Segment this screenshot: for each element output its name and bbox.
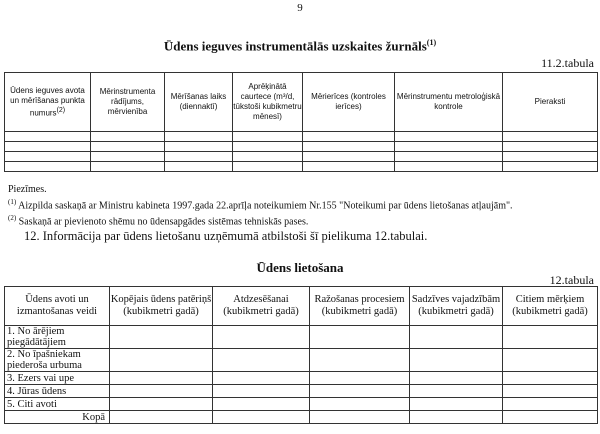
table2-cell[interactable] (503, 372, 598, 385)
page-number: 9 (297, 2, 303, 14)
table2-header-cooling: Atdzesēšanai (kubikmetri gadā) (213, 287, 310, 326)
note-item (8, 212, 598, 228)
table2-cell[interactable] (213, 398, 310, 411)
note-text: Saskaņā ar pievienoto shēmu no ūdensapgādes sistēmas tehniskās pases. (18, 216, 309, 228)
table1-header-source-text: Ūdens ieguves avota un mērīšanas punkta numurs (10, 85, 85, 118)
table2-cell[interactable] (110, 372, 213, 385)
table1-cell[interactable] (233, 142, 303, 152)
table1-header-source (5, 73, 91, 132)
table2-cell[interactable] (213, 326, 310, 349)
total-label: Kopā (5, 411, 110, 424)
table2-cell[interactable] (310, 398, 410, 411)
table1-number: 11.2.tabula (541, 56, 594, 70)
table-row (5, 372, 598, 385)
table2-cell[interactable] (110, 326, 213, 349)
table1-cell[interactable] (503, 152, 598, 162)
notes (8, 184, 598, 229)
table1-title-footnote: (1) (426, 38, 437, 47)
table2-cell[interactable] (310, 349, 410, 372)
table2-cell[interactable] (410, 385, 503, 398)
instrumental-accounting-table (4, 72, 598, 172)
table1-cell[interactable] (503, 162, 598, 172)
table1-cell[interactable] (303, 162, 395, 172)
table1-cell[interactable] (165, 132, 233, 142)
table2-cell[interactable] (310, 411, 410, 424)
table1-cell[interactable] (395, 152, 503, 162)
table2-cell[interactable] (213, 372, 310, 385)
table1-header-metrology: Mērinstrumentu metroloģiskā kontrole (395, 73, 503, 132)
table2-cell[interactable] (410, 349, 503, 372)
row-label: 4. Jūras ūdens (5, 385, 110, 398)
water-use-table (4, 286, 598, 424)
table1-title-text: Ūdens ieguves instrumentālās uzskaites žurnāls (163, 38, 427, 54)
note-marker: (1) (8, 198, 17, 206)
table2-cell[interactable] (410, 372, 503, 385)
table1-cell[interactable] (5, 152, 91, 162)
table1-cell[interactable] (165, 162, 233, 172)
table1-cell[interactable] (395, 142, 503, 152)
table1-cell[interactable] (303, 142, 395, 152)
row-label: 3. Ezers vai upe (5, 372, 110, 385)
table-row (5, 398, 598, 411)
table1-cell[interactable] (91, 142, 165, 152)
table1-row (5, 152, 598, 162)
table1-cell[interactable] (5, 162, 91, 172)
table1-cell[interactable] (503, 142, 598, 152)
table1-row (5, 162, 598, 172)
total-row (5, 411, 598, 424)
table-row (5, 385, 598, 398)
table2-cell[interactable] (110, 411, 213, 424)
note-item (8, 196, 598, 212)
table1-cell[interactable] (91, 132, 165, 142)
table1-row (5, 132, 598, 142)
row-label: 5. Citi avoti (5, 398, 110, 411)
table2-cell[interactable] (410, 326, 503, 349)
table1-cell[interactable] (91, 152, 165, 162)
table2-cell[interactable] (310, 385, 410, 398)
table1-cell[interactable] (395, 162, 503, 172)
table1-header-devices: Mērierīces (kontroles ierīces) (303, 73, 395, 132)
row-label: 2. No īpašniekam piederoša urbuma (5, 349, 110, 372)
table2-cell[interactable] (503, 326, 598, 349)
table2-header-total-use: Kopējais ūdens patēriņš (kubikmetri gadā) (110, 287, 213, 326)
table2-header-sources: Ūdens avoti un izmantošanas veidi (5, 287, 110, 326)
table2-cell[interactable] (503, 398, 598, 411)
table1-cell[interactable] (233, 162, 303, 172)
table1-cell[interactable] (165, 142, 233, 152)
table2-cell[interactable] (310, 372, 410, 385)
table2-cell[interactable] (213, 349, 310, 372)
table2-cell[interactable] (213, 385, 310, 398)
table1-cell[interactable] (503, 132, 598, 142)
table1-cell[interactable] (5, 142, 91, 152)
table2-cell[interactable] (213, 411, 310, 424)
table2-header-row (5, 287, 598, 326)
table2-cell[interactable] (110, 385, 213, 398)
table1-cell[interactable] (303, 132, 395, 142)
table1-cell[interactable] (91, 162, 165, 172)
table2-header-other: Citiem mērķiem (kubikmetri gadā) (503, 287, 598, 326)
table1-cell[interactable] (303, 152, 395, 162)
table-row (5, 349, 598, 372)
info-line: 12. Informācija par ūdens lietošanu uzņēmumā atbilstoši šī pielikuma 12.tabulai. (24, 229, 428, 243)
note-text: Aizpilda saskaņā ar Ministru kabineta 1997.gada 22.aprīļa noteikumiem Nr.155 "Noteikumi par ūdens lietošanas atļaujām". (18, 200, 513, 212)
table1-header-time: Mērīšanas laiks (diennaktī) (165, 73, 233, 132)
table-row (5, 326, 598, 349)
table1-cell[interactable] (233, 132, 303, 142)
notes-heading: Piezīmes. (8, 184, 47, 195)
table2-cell[interactable] (503, 385, 598, 398)
table1-header-reading: Mērinstrumenta rādījums, mērvienība (91, 73, 165, 132)
table1-cell[interactable] (395, 132, 503, 142)
table2-title: Ūdens lietošana (256, 260, 344, 275)
table2-cell[interactable] (503, 411, 598, 424)
table1-header-row (5, 73, 598, 132)
table1-header-notes: Pieraksti (503, 73, 598, 132)
table2-header-production: Ražošanas procesiem (kubikmetri gadā) (310, 287, 410, 326)
table1-title (0, 38, 600, 54)
table2-cell[interactable] (110, 349, 213, 372)
table1-header-source-footnote: (2) (56, 106, 66, 114)
table1-header-flow: Aprēķinātā caurtece (m³/d, tūkstoši kubikmetru mēnesī) (233, 73, 303, 132)
table2-cell[interactable] (110, 398, 213, 411)
table2-cell[interactable] (410, 411, 503, 424)
table1-row (5, 142, 598, 152)
table1-cell[interactable] (165, 152, 233, 162)
table1-cell[interactable] (233, 152, 303, 162)
table2-cell[interactable] (503, 349, 598, 372)
row-label: 1. No ārējiem piegādātājiem (5, 326, 110, 349)
table2-header-household: Sadzīves vajadzībām (kubikmetri gadā) (410, 287, 503, 326)
table2-cell[interactable] (410, 398, 503, 411)
table1-cell[interactable] (5, 132, 91, 142)
note-marker: (2) (8, 214, 17, 223)
table2-cell[interactable] (310, 326, 410, 349)
table2-number: 12.tabula (549, 273, 594, 287)
